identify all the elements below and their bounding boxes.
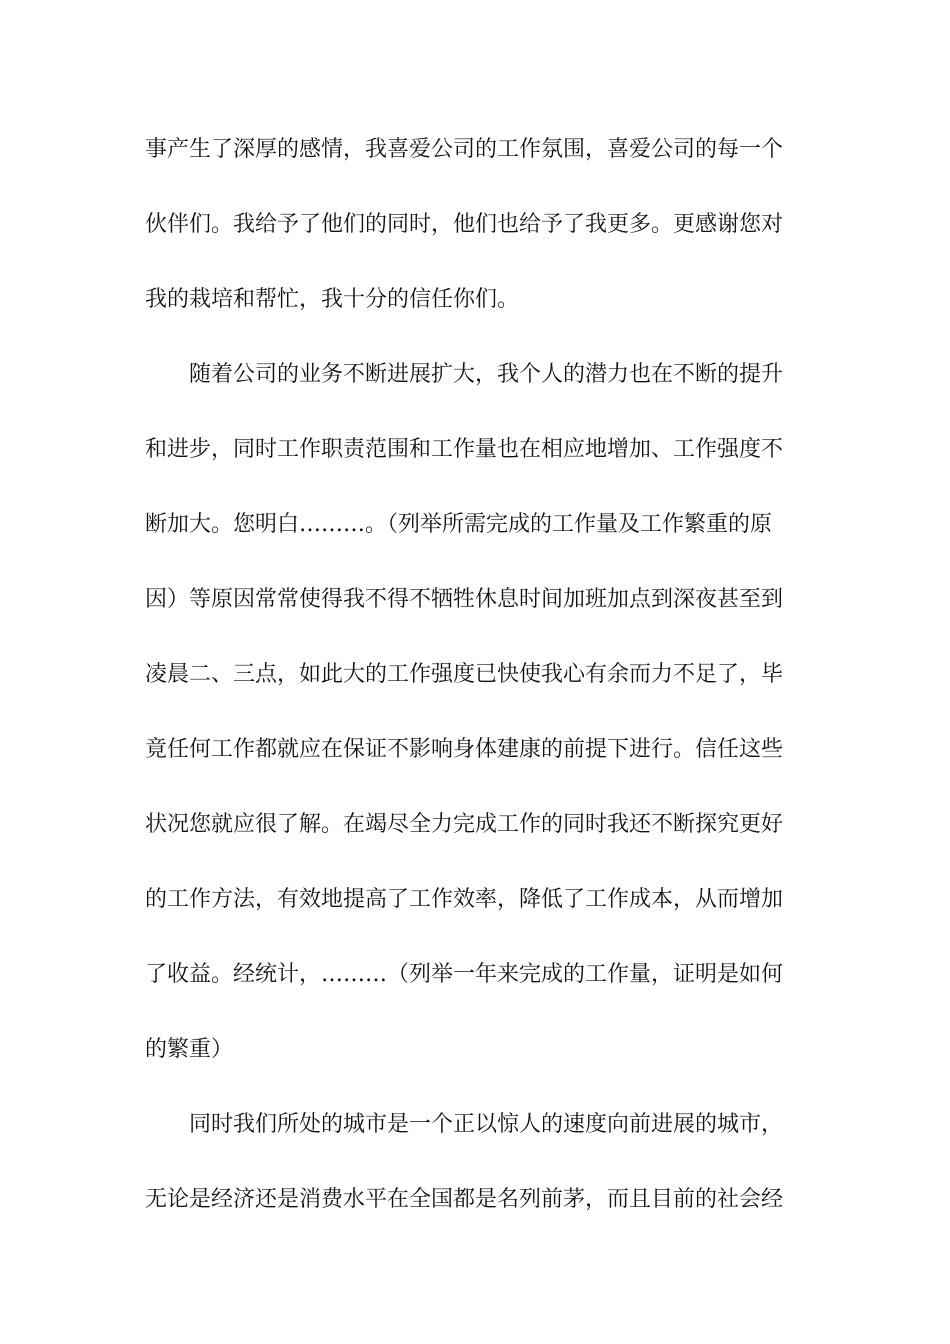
text-line: 状况您就应很了解。在竭尽全力完成工作的同时我还不断探究更好: [145, 812, 784, 837]
text-line: 无论是经济还是消费水平在全国都是名列前茅，而且目前的社会经: [145, 1187, 784, 1212]
text-line: 同时我们所处的城市是一个正以惊人的速度向前进展的城市，: [189, 1112, 784, 1137]
text-line: 我的栽培和帮忙，我十分的信任你们。: [145, 287, 520, 312]
text-line: 因）等原因常常使得我不得不牺牲休息时间加班加点到深夜甚至到: [145, 587, 784, 612]
text-line: 断加大。您明白………。（列举所需完成的工作量及工作繁重的原: [145, 512, 773, 537]
text-line: 了收益。经统计，………（列举一年来完成的工作量，证明是如何: [145, 962, 784, 987]
text-line: 随着公司的业务不断进展扩大，我个人的潜力也在不断的提升: [189, 362, 784, 387]
text-line: 的工作方法，有效地提高了工作效率，降低了工作成本，从而增加: [145, 887, 784, 912]
text-line: 和进步，同时工作职责范围和工作量也在相应地增加、工作强度不: [145, 437, 784, 462]
text-line: 事产生了深厚的感情，我喜爱公司的工作氛围，喜爱公司的每一个: [145, 137, 784, 162]
text-line: 凌晨二、三点，如此大的工作强度已快使我心有余而力不足了，毕: [145, 662, 784, 687]
text-line: 伙伴们。我给予了他们的同时，他们也给予了我更多。更感谢您对: [145, 212, 784, 237]
text-line: 的繁重）: [145, 1037, 234, 1062]
text-line: 竟任何工作都就应在保证不影响身体建康的前提下进行。信任这些: [145, 737, 784, 762]
